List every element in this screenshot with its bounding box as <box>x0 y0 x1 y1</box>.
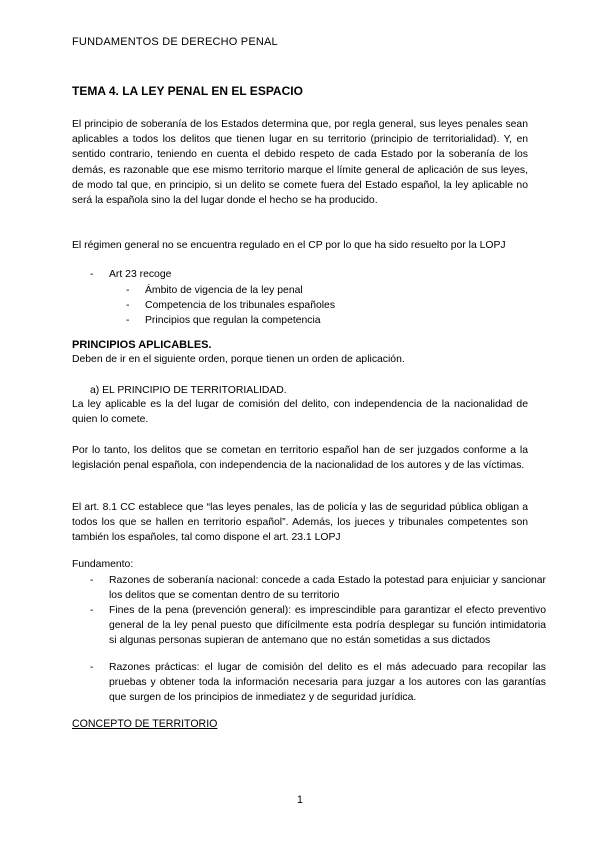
dash-bullet: - <box>126 285 130 296</box>
list-item-text: Razones de soberanía nacional: concede a cada Estado la potestad para enjuiciar y sancionar los delitos que se comentan dentro de su territorio <box>109 575 546 602</box>
list-item-text: Competencia de los tribunales españoles <box>145 300 336 311</box>
art-8-paragraph: El art. 8.1 CC establece que “las leyes penales, las de policía y las de seguridad pública obligan a todos los que se hallen en territorio español”. Además, los jueces y tribunales competentes son también los españoles, tal como dispone el art. 23.1 LOPJ <box>72 502 528 544</box>
dash-bullet: - <box>90 605 94 616</box>
concepto-heading: CONCEPTO DE TERRITORIO <box>72 718 218 730</box>
list-item-text: Razones prácticas: el lugar de comisión del delito es el más adecuado para recopilar las pruebas y obtener toda la información necesaria para juzgar a los autores con las garantías que surgen de los principios de inmediatez y de seguridad jurídica. <box>109 662 546 704</box>
page-number: 1 <box>297 794 303 806</box>
dash-bullet: - <box>90 575 94 586</box>
section-heading: PRINCIPIOS APLICABLES. <box>72 339 212 351</box>
chapter-title: TEMA 4. LA LEY PENAL EN EL ESPACIO <box>72 84 303 98</box>
list-item-text: Fines de la pena (prevención general): es imprescindible para garantizar el efecto preventivo general de la ley penal puesto que difícilmente esta podría desplegar su función intimidatoria si algunas personas supieran de antemano que no están sometidas a sus dictados <box>109 605 546 647</box>
list-item-text: Principios que regulan la competencia <box>145 315 321 326</box>
regimen-paragraph: El régimen general no se encuentra regulado en el CP por lo que ha sido resuelto por la LOPJ <box>72 240 506 251</box>
running-header: FUNDAMENTOS DE DERECHO PENAL <box>72 36 278 48</box>
order-note: Deben de ir en el siguiente orden, porque tienen un orden de aplicación. <box>72 354 405 365</box>
list-item-text: Ámbito de vigencia de la ley penal <box>145 285 303 296</box>
intro-paragraph: El principio de soberanía de los Estados determina que, por regla general, sus leyes penales sean aplicables a todos los delitos que tienen lugar en su territorio (principio de territorialidad). Y, en sentido contrario, teniendo en cuenta el debido respeto de cada Estado por la soberanía de los demás, es razonable que ese mismo territorio marque el límite general de aplicación de sus leyes, de modo tal que, en principio, si un delito se comete fuera del Estado español, la ley aplicable no será la española sino la del lugar donde el hecho se ha producido. <box>72 119 528 207</box>
dash-bullet: - <box>126 315 130 326</box>
dash-bullet: - <box>90 269 94 280</box>
fundamento-label: Fundamento: <box>72 559 134 570</box>
subsection-heading: a) EL PRINCIPIO DE TERRITORIALIDAD. <box>90 385 287 396</box>
territorialidad-paragraph: La ley aplicable es la del lugar de comisión del delito, con independencia de la nacionalidad de quien lo comete. <box>72 399 528 426</box>
list-item-text: Art 23 recoge <box>109 269 172 280</box>
dash-bullet: - <box>126 300 130 311</box>
territorialidad-paragraph-2: Por lo tanto, los delitos que se cometan en territorio español han de ser juzgados conforme a la legislación penal española, con independencia de la nacionalidad de los autores y de las víctimas. <box>72 445 528 472</box>
dash-bullet: - <box>90 662 94 673</box>
